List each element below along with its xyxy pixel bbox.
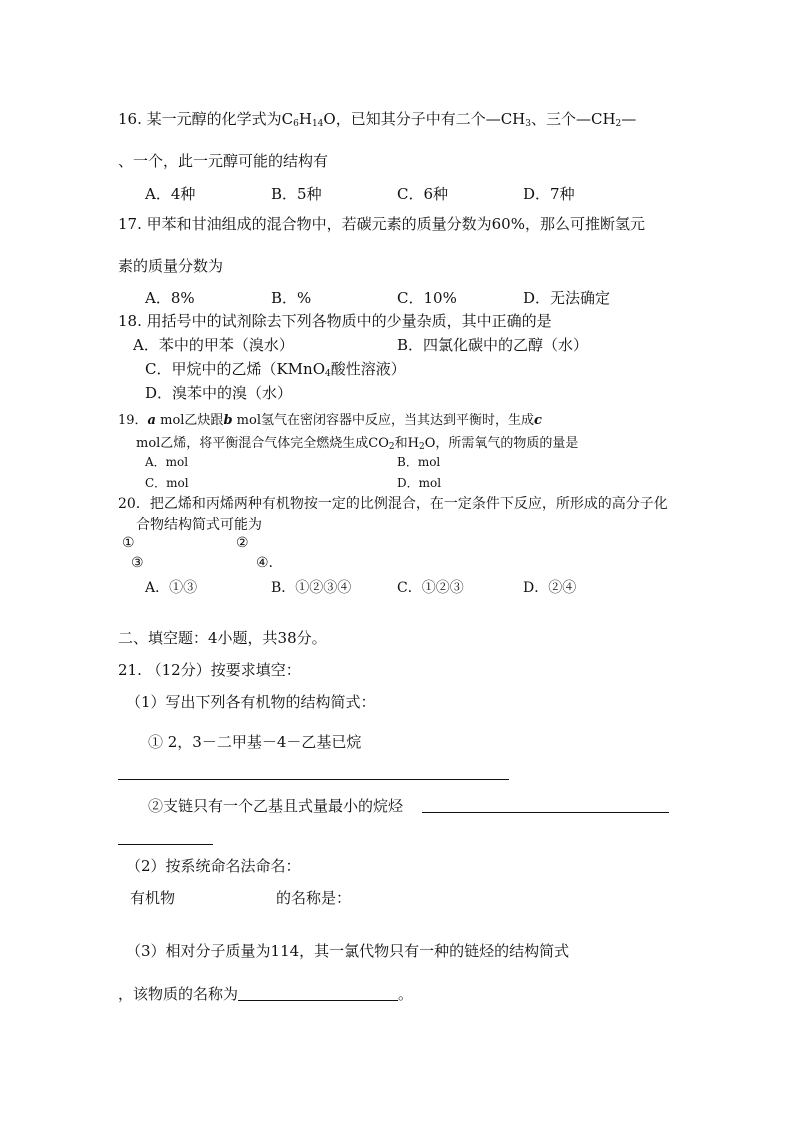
q18-option-b: B．四氯化碳中的乙醇（水） xyxy=(397,336,589,354)
q17-option-a: A．8% xyxy=(145,289,195,307)
answer-blank xyxy=(238,1000,398,1001)
q18-option-d: D．溴苯中的溴（水） xyxy=(145,384,293,402)
q16-option-a: A．4种 xyxy=(145,185,196,203)
q18-option-c: C．甲烷中的乙烯（KMnO$_4$酸性溶液） xyxy=(145,360,406,379)
q20-option-a: A．①③ xyxy=(145,580,198,596)
q20-structure-mark-3: ③ xyxy=(131,555,144,571)
q17-stem-line2: 素的质量分数为 xyxy=(118,257,224,275)
q16-option-c: C．6种 xyxy=(397,185,449,203)
q21-part1: （1）写出下列各有机物的结构简式： xyxy=(126,693,376,711)
q21-part2-label-2: 的名称是： xyxy=(276,889,352,907)
q16-option-d: D．7种 xyxy=(523,185,575,203)
q19-stem-line2: mol乙烯，将平衡混合气体完全燃烧生成$CO_2$和$H_2O$，所需氧气的物质的量是 xyxy=(136,436,579,452)
q20-option-b: B．①②③④ xyxy=(271,580,352,596)
q16-option-b: B．5种 xyxy=(271,185,322,203)
q20-structure-mark-1: ① xyxy=(122,535,135,551)
q16-stem: 16. 某一元醇的化学式为$C_6H_{14}O$，已知其分子中有二个$—CH_3$、三个$—CH_2—$ xyxy=(118,110,637,129)
q19-option-a: A．mol xyxy=(145,455,189,469)
q21-part1-item1: ① 2，3－二甲基－4－乙基已烷 xyxy=(148,733,362,751)
q21-part3-line2: ，该物质的名称为 。 xyxy=(118,985,414,1003)
section-heading: 二、填空题：4小题，共38分。 xyxy=(118,629,327,647)
q21-part2-label: 有机物 xyxy=(130,889,176,907)
q21-part2: （2）按系统命名法命名： xyxy=(126,857,301,875)
q17-option-d: D．无法确定 xyxy=(523,289,611,307)
answer-line-3 xyxy=(118,844,213,845)
q20-stem-line2: 合物结构简式可能为 xyxy=(136,517,262,533)
q17-stem: 17. 甲苯和甘油组成的混合物中，若碳元素的质量分数为60%，那么可推断氢元 xyxy=(118,215,645,233)
q21-part1-item2: ②支链只有一个乙基且式量最小的烷烃 xyxy=(148,797,404,815)
q19-option-c: C．mol xyxy=(145,476,189,490)
answer-line-1 xyxy=(118,779,509,780)
q20-option-d: D．②④ xyxy=(523,580,577,596)
q16-stem-line2: 、一个，此一元醇可能的结构有 xyxy=(118,152,329,170)
q21-title: 21. （12分）按要求填空： xyxy=(118,661,301,679)
q19-option-b: B．mol xyxy=(397,455,441,469)
q19-option-d: D．mol xyxy=(397,476,442,490)
q20-structure-mark-4: ④. xyxy=(256,555,274,571)
answer-line-2 xyxy=(422,812,669,813)
q21-part3: （3）相对分子质量为114，其一氯代物只有一种的链烃的结构简式 xyxy=(126,942,570,960)
q17-option-c: C．10% xyxy=(397,289,457,307)
q20-option-c: C．①②③ xyxy=(397,580,464,596)
q18-option-a: A．苯中的甲苯（溴水） xyxy=(133,336,294,354)
q20-structure-mark-2: ② xyxy=(236,535,249,551)
q20-stem: 20．把乙烯和丙烯两种有机物按一定的比例混合，在一定条件下反应，所形成的高分子化 xyxy=(118,496,668,512)
q17-option-b: B．% xyxy=(271,289,312,307)
q19-stem: 19．a mol乙炔跟b mol氢气在密闭容器中反应，当其达到平衡时，生成c xyxy=(118,413,542,428)
q18-stem: 18. 用括号中的试剂除去下列各物质中的少量杂质，其中正确的是 xyxy=(118,312,552,330)
